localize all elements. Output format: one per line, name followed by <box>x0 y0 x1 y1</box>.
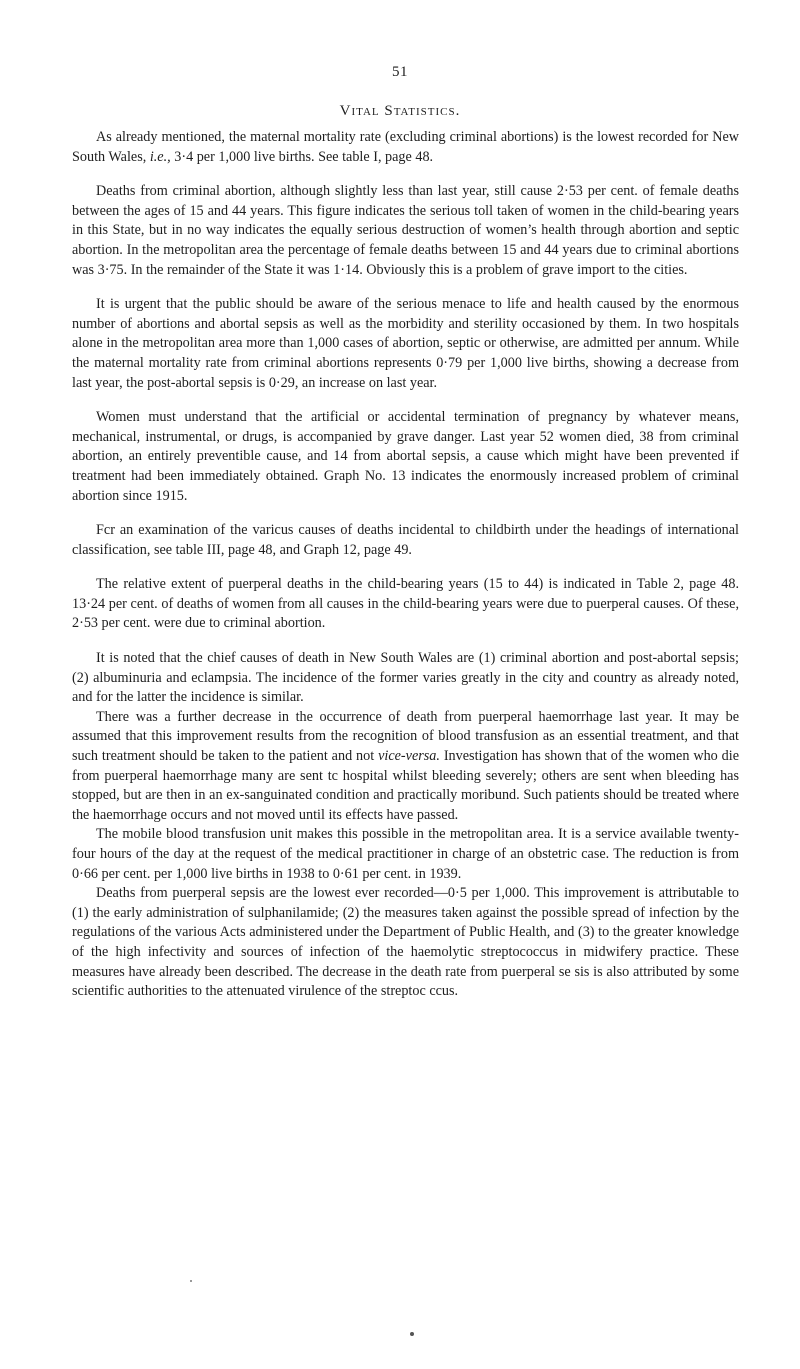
paragraph-8-text-a: There was a further decrease in the occurrence of death from puerperal haemorrhage last year. It may be assumed that this improvement results from the recognition of blood transfusion as an essential treatment, and that such treatment should be taken to the patient and not <box>72 708 739 765</box>
paragraph-6: The relative extent of puerperal deaths in the child-bearing years (15 to 44) is indicated in Table 2, page 48. 13·24 per cent. of deaths of women from all causes in the child-bearing years were due to puerperal causes. Of these, 2·53 per cent. were due to criminal abortion. <box>72 576 739 632</box>
paragraph-1 <box>72 128 739 167</box>
paragraph-10: Deaths from puerperal sepsis are the lowest ever recorded—0·5 per 1,000. This improvement is attributable to (1) the early administration of sulphanilamide; (2) the measures taken against the possible spread of infection by the regulations of the various Acts administered under the Department of Public Health, and (3) to the greater knowledge of the high infectivity and sources of infection of the haemolytic streptococcus in midwifery practice. These measures have already been described. The decrease in the death rate from puerperal se sis is also attributed by some scientific authorities to the attenuated virulence of the streptoc ccus. <box>72 885 739 1000</box>
page-number: 51 <box>392 64 408 80</box>
paragraph-5: Fcr an examination of the varicus causes of deaths incidental to childbirth under the headings of international classification, see table III, page 48, and Graph 12, page 49. <box>72 522 739 558</box>
paragraph-3: It is urgent that the public should be aware of the serious menace to life and health caused by the enormous number of abortions and abortal sepsis as well as the morbidity and sterility occasioned by them. In two hospitals alone in the metropolitan area more than 1,000 cases of abortion, septic or otherwise, are admitted per annum. While the maternal mortality rate from criminal abortions represents 0·79 per 1,000 live births, showing a decrease from last year, the post-abortal sepsis is 0·29, an increase on last year. <box>72 296 739 391</box>
section-heading: Vital Statistics. <box>339 103 461 119</box>
paragraph-1-text-b: 3·4 per 1,000 live births. See table I, page 48. <box>170 148 434 165</box>
scan-dot <box>410 1332 414 1336</box>
paragraph-2: Deaths from criminal abortion, although slightly less than last year, still cause 2·53 per cent. of female deaths between the ages of 15 and 44 years. This figure indicates the serious toll taken of women in the child-bearing years in this State, but in no way indicates the equally serious destruction of women’s health through abortion and septic abortion. In the metropolitan area the percentage of female deaths between 15 and 44 years due to criminal abortions was 3·75. In the remainder of the State it was 1·14. Obviously this is a problem of grave import to the cities. <box>72 183 739 278</box>
body-text <box>72 128 739 1002</box>
paragraph-8-emphasis: vice-versa. <box>378 748 440 765</box>
paragraph-8 <box>72 708 739 826</box>
paragraph-7: It is noted that the chief causes of death in New South Wales are (1) criminal abortion and post-abortal sepsis; (2) albuminuria and eclampsia. The incidence of the former varies greatly in the city and country as already noted, and for the latter the incidence is similar. <box>72 650 739 706</box>
paragraph-1-text-a: As already mentioned, the maternal mortality rate (excluding criminal abortions) is the lowest recorded for New South Wales, <box>72 129 739 165</box>
scan-speck <box>190 1280 192 1282</box>
paragraph-1-emphasis: i.e., <box>149 148 171 165</box>
paragraph-4: Women must understand that the artificial or accidental termination of pregnancy by whatever means, mechanical, instrumental, or drugs, is accompanied by grave danger. Last year 52 women died, 38 from criminal abortion, an entirely preventible cause, and 14 from abortal sepsis, a cause which might have been prevented if treatment had been immediately obtained. Graph No. 13 indicates the enormously increased problem of criminal abortion since 1915. <box>72 409 739 504</box>
paragraph-8-text-b: Investigation has shown that of the women who die from puerperal haemorrhage many are sent tc hospital whilst bleeding severely; others are sent when bleeding has stopped, but are then in an ex-sanguinated condition and practically moribund. Such patients should be treated where the haemorrhage occurs and not moved until its effects have passed. <box>72 748 739 823</box>
paragraph-9: The mobile blood transfusion unit makes this possible in the metropolitan area. It is a service available twenty-four hours of the day at the request of the medical practitioner in charge of an obstetric case. The reduction is from 0·66 per cent. per 1,000 live births in 1938 to 0·61 per cent. in 1939. <box>72 826 739 882</box>
